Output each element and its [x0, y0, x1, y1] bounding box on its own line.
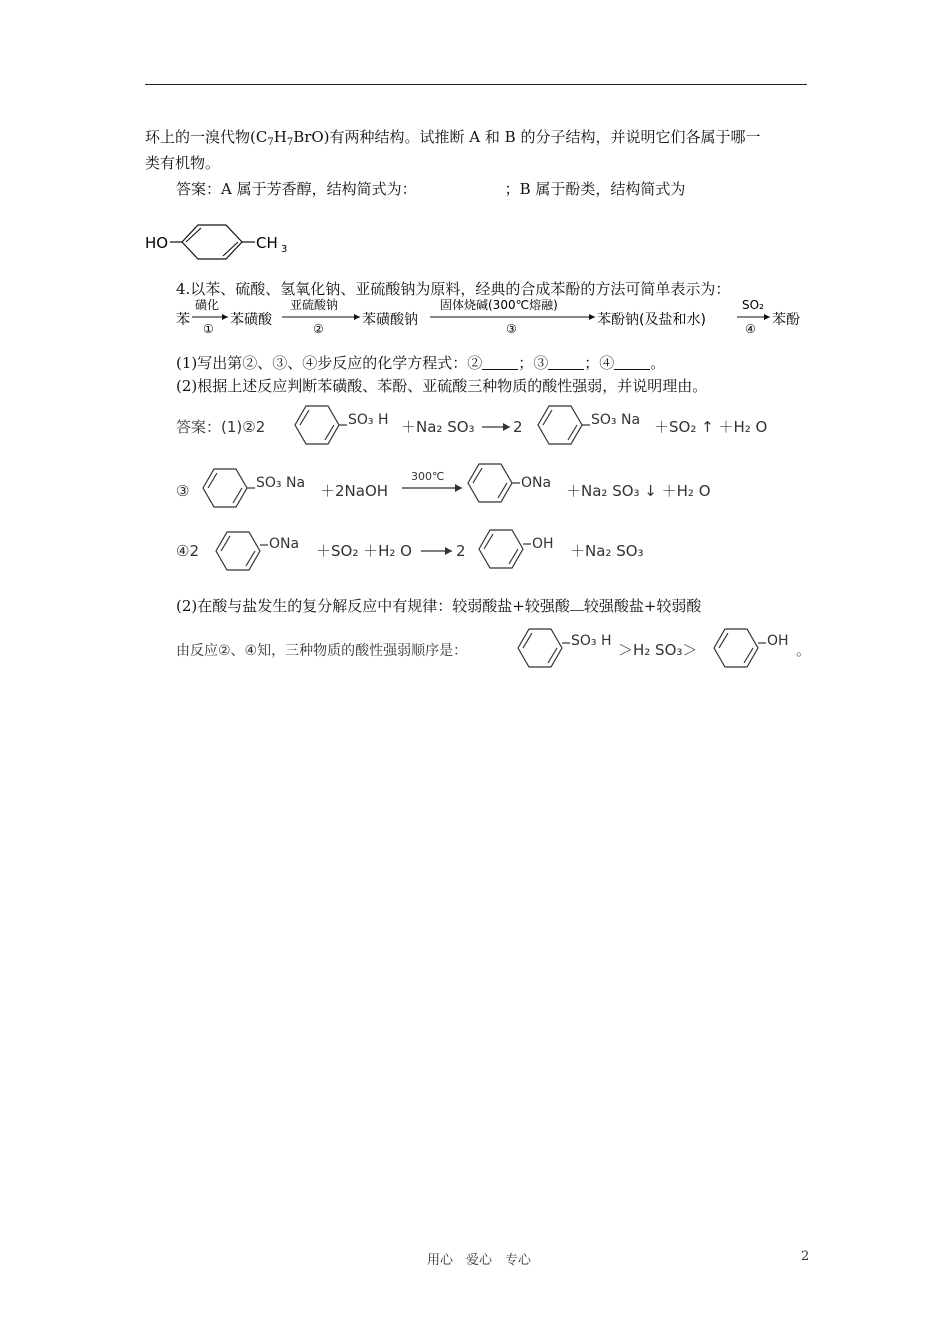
- q4-part2: (2)根据上述反应判断苯磺酸、苯酚、亚硫酸三种物质的酸性强弱，并说明理由。: [176, 377, 708, 395]
- footer-slogan: 用心 爱心 专心: [427, 1253, 532, 1268]
- svg-text:③: ③: [176, 482, 190, 500]
- svg-text:2: 2: [456, 542, 466, 560]
- svg-text:磺化: 磺化: [195, 298, 220, 312]
- svg-text:2: 2: [513, 418, 523, 436]
- svg-text:④2: ④2: [176, 542, 199, 560]
- svg-text:ONa: ONa: [269, 536, 300, 552]
- svg-text:。: 。: [796, 641, 812, 659]
- svg-text:＋Na₂ SO₃ ↓ ＋H₂ O: ＋Na₂ SO₃ ↓ ＋H₂ O: [566, 482, 711, 500]
- svg-text:④: ④: [745, 322, 756, 336]
- page-number: 2: [801, 1249, 810, 1264]
- q4-intro: 4.以苯、硫酸、氢氧化钠、亚硫酸钠为原料，经典的合成苯酚的方法可简单表示为：: [176, 280, 731, 298]
- svg-text:苯酚钠(及盐和水): 苯酚钠(及盐和水): [597, 312, 706, 328]
- svg-text:苯: 苯: [176, 312, 190, 328]
- svg-text:亚硫酸钠: 亚硫酸钠: [290, 298, 339, 312]
- benzene-ring-8: [714, 629, 758, 667]
- svg-text:ONa: ONa: [521, 475, 552, 491]
- svg-text:＋Na₂ SO₃: ＋Na₂ SO₃: [401, 418, 475, 436]
- svg-text:由反应②、④知，三种物质的酸性强弱顺序是：: 由反应②、④知，三种物质的酸性强弱顺序是：: [176, 643, 468, 659]
- svg-text:＋Na₂ SO₃: ＋Na₂ SO₃: [570, 542, 644, 560]
- svg-text:OH: OH: [767, 633, 789, 649]
- svg-text:固体烧碱(300℃熔融): 固体烧碱(300℃熔融): [440, 298, 558, 312]
- svg-text:3: 3: [281, 244, 288, 255]
- svg-text:SO₃ Na: SO₃ Na: [591, 412, 641, 428]
- answer-part2-rule: (2)在酸与盐发生的复分解反应中有规律：较弱酸盐+较强酸 较强酸盐+较弱酸: [176, 597, 702, 615]
- svg-text:SO₃ H: SO₃ H: [571, 633, 612, 649]
- svg-text:＋2NaOH: ＋2NaOH: [320, 482, 389, 500]
- svg-text:HO: HO: [145, 234, 169, 252]
- q4-part1: (1)写出第②、③、④步反应的化学方程式：② ；③ ；④ 。: [176, 354, 666, 372]
- svg-text:苯磺酸: 苯磺酸: [230, 312, 272, 328]
- svg-text:苯磺酸钠: 苯磺酸钠: [362, 312, 418, 328]
- svg-text:③: ③: [506, 322, 517, 336]
- svg-text:＋SO₂ ↑ ＋H₂ O: ＋SO₂ ↑ ＋H₂ O: [654, 418, 768, 436]
- answer-line: 答案：A 属于芳香醇，结构简式为： ；B 属于酚类，结构简式为: [176, 180, 686, 198]
- svg-text:①: ①: [203, 322, 214, 336]
- svg-text:答案：(1)②2: 答案：(1)②2: [176, 418, 266, 436]
- svg-text:300℃: 300℃: [411, 470, 445, 483]
- svg-text:苯酚: 苯酚: [772, 312, 800, 328]
- benzene-ring-7: [518, 629, 562, 667]
- svg-text:SO₃ H: SO₃ H: [348, 412, 389, 428]
- svg-text:＞H₂ SO₃＞: ＞H₂ SO₃＞: [618, 641, 698, 659]
- svg-text:＋SO₂ ＋H₂ O: ＋SO₂ ＋H₂ O: [316, 542, 412, 560]
- svg-text:②: ②: [313, 322, 324, 336]
- svg-text:CH: CH: [256, 234, 278, 252]
- paragraph-line-1: 环上的一溴代物$(C_7H_7BrO)$有两种结构。试推断 A 和 B 的分子结构，并说明它们各属于哪一: [145, 128, 761, 148]
- svg-text:SO₃ Na: SO₃ Na: [256, 475, 306, 491]
- paragraph-line-2: 类有机物。: [145, 154, 221, 172]
- svg-text:OH: OH: [532, 536, 554, 552]
- svg-text:SO₂: SO₂: [742, 298, 764, 312]
